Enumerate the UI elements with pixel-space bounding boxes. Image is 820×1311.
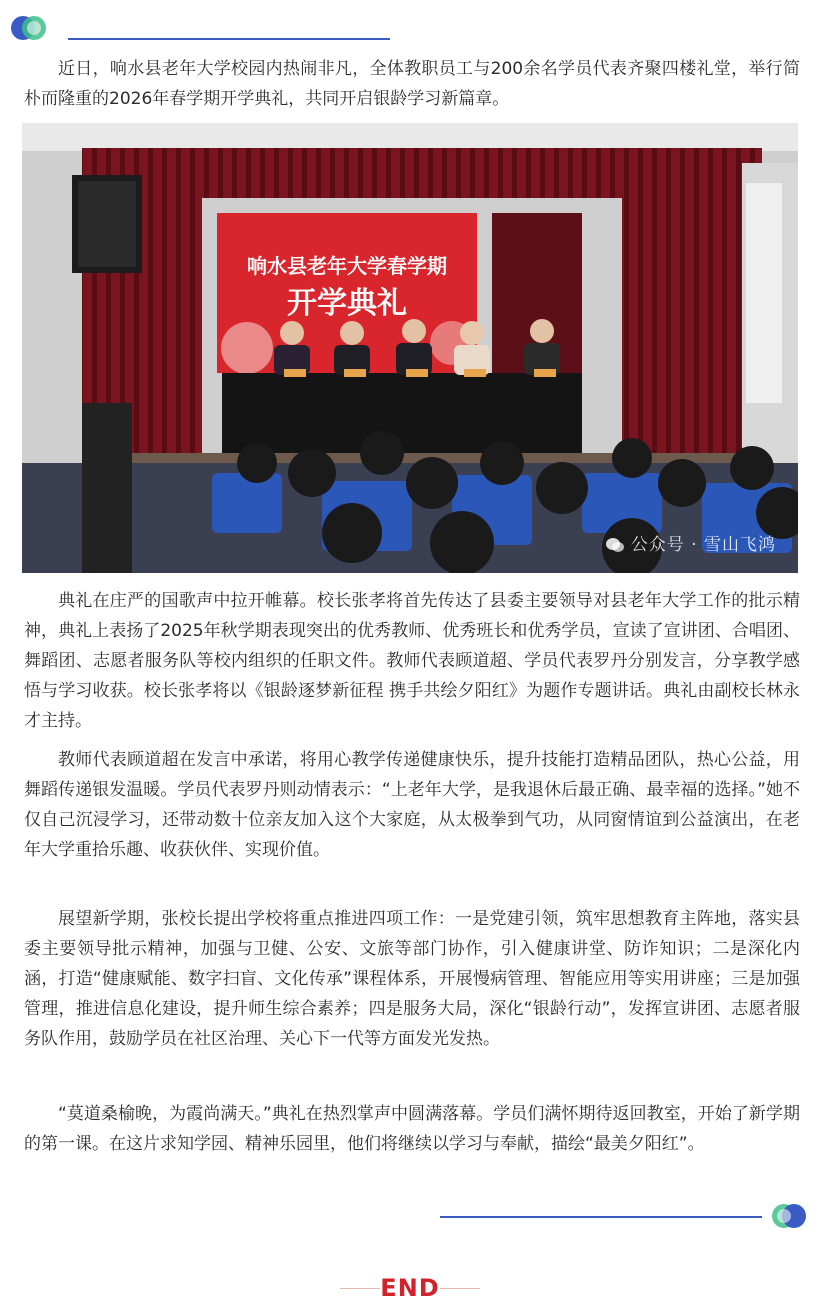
banner-subtitle: 开学典礼	[287, 286, 407, 321]
top-divider	[10, 12, 390, 44]
closing-paragraph: “莫道桑榆晚，为霞尚满天。”典礼在热烈掌声中圆满落幕。学员们满怀期待返回教室，开始了新学期的第一课。在这片求知学园、精神乐园里，他们将继续以学习与奉献，描绘“最美夕阳红”。	[24, 1104, 800, 1154]
speeches-paragraph: 教师代表顾道超在发言中承诺，将用心教学传递健康快乐，提升技能打造精品团队，热心公益，用舞蹈传递银发温暖。学员代表罗丹则动情表示：“上老年大学，是我退休后最正确、最幸福的选择。”她不仅自己沉浸学习，还带动数十位亲友加入这个大家庭，从太极拳到气功，从同窗情谊到公益演出，在老年大学重拾乐趣、收获伙伴、实现价值。	[24, 750, 800, 860]
photo-watermark	[605, 530, 776, 555]
intro-paragraph: 近日，响水县老年大学校园内热闹非凡，全体教职员工与200余名学员代表齐聚四楼礼堂，举行简朴而隆重的2026年春学期开学典礼，共同开启银龄学习新篇章。	[24, 59, 800, 109]
circles-logo-icon	[768, 1202, 808, 1230]
watermark-text: 公众号 · 雪山飞鸿	[630, 535, 776, 555]
ceremony-paragraph: 典礼在庄严的国歌声中拉开帷幕。校长张孝将首先传达了县委主要领导对县老年大学工作的批示精神，典礼上表扬了2025年秋学期表现突出的优秀教师、优秀班长和优秀学员，宣读了宣讲团、合唱团、舞蹈团、志愿者服务队等校内组织的任职文件。教师代表顾道超、学员代表罗丹分别发言，分享教学感悟与学习收获。校长张孝将以《银龄逐梦新征程 携手共绘夕阳红》为题作专题讲话。典礼由副校长林永才主持。	[24, 591, 800, 731]
end-marker	[0, 1272, 820, 1306]
ceremony-photo	[22, 123, 798, 573]
bottom-divider	[440, 1200, 812, 1232]
plans-paragraph: 展望新学期，张校长提出学校将重点推进四项工作：一是党建引领，筑牢思想教育主阵地，落实县委主要领导批示精神，加强与卫健、公安、文旅等部门协作，引入健康讲堂、防诈知识；二是深化内涵，打造“健康赋能、数字扫盲、文化传承”课程体系，开展慢病管理、智能应用等实用讲座；三是加强管理，推进信息化建设，提升师生综合素养；四是服务大局，深化“银龄行动”，发挥宣讲团、志愿者服务队作用，鼓励学员在社区治理、关心下一代等方面发光发热。	[24, 909, 800, 1049]
end-label: END	[380, 1274, 440, 1302]
banner-title: 响水县老年大学春学期	[247, 254, 447, 278]
ceremony-scene	[22, 123, 798, 573]
circles-logo-icon	[10, 14, 50, 42]
wechat-icon	[605, 537, 625, 553]
bottom-divider-line	[440, 1216, 762, 1218]
end-line-left	[340, 1288, 380, 1289]
top-divider-line	[68, 38, 390, 40]
end-line-right	[440, 1288, 480, 1289]
